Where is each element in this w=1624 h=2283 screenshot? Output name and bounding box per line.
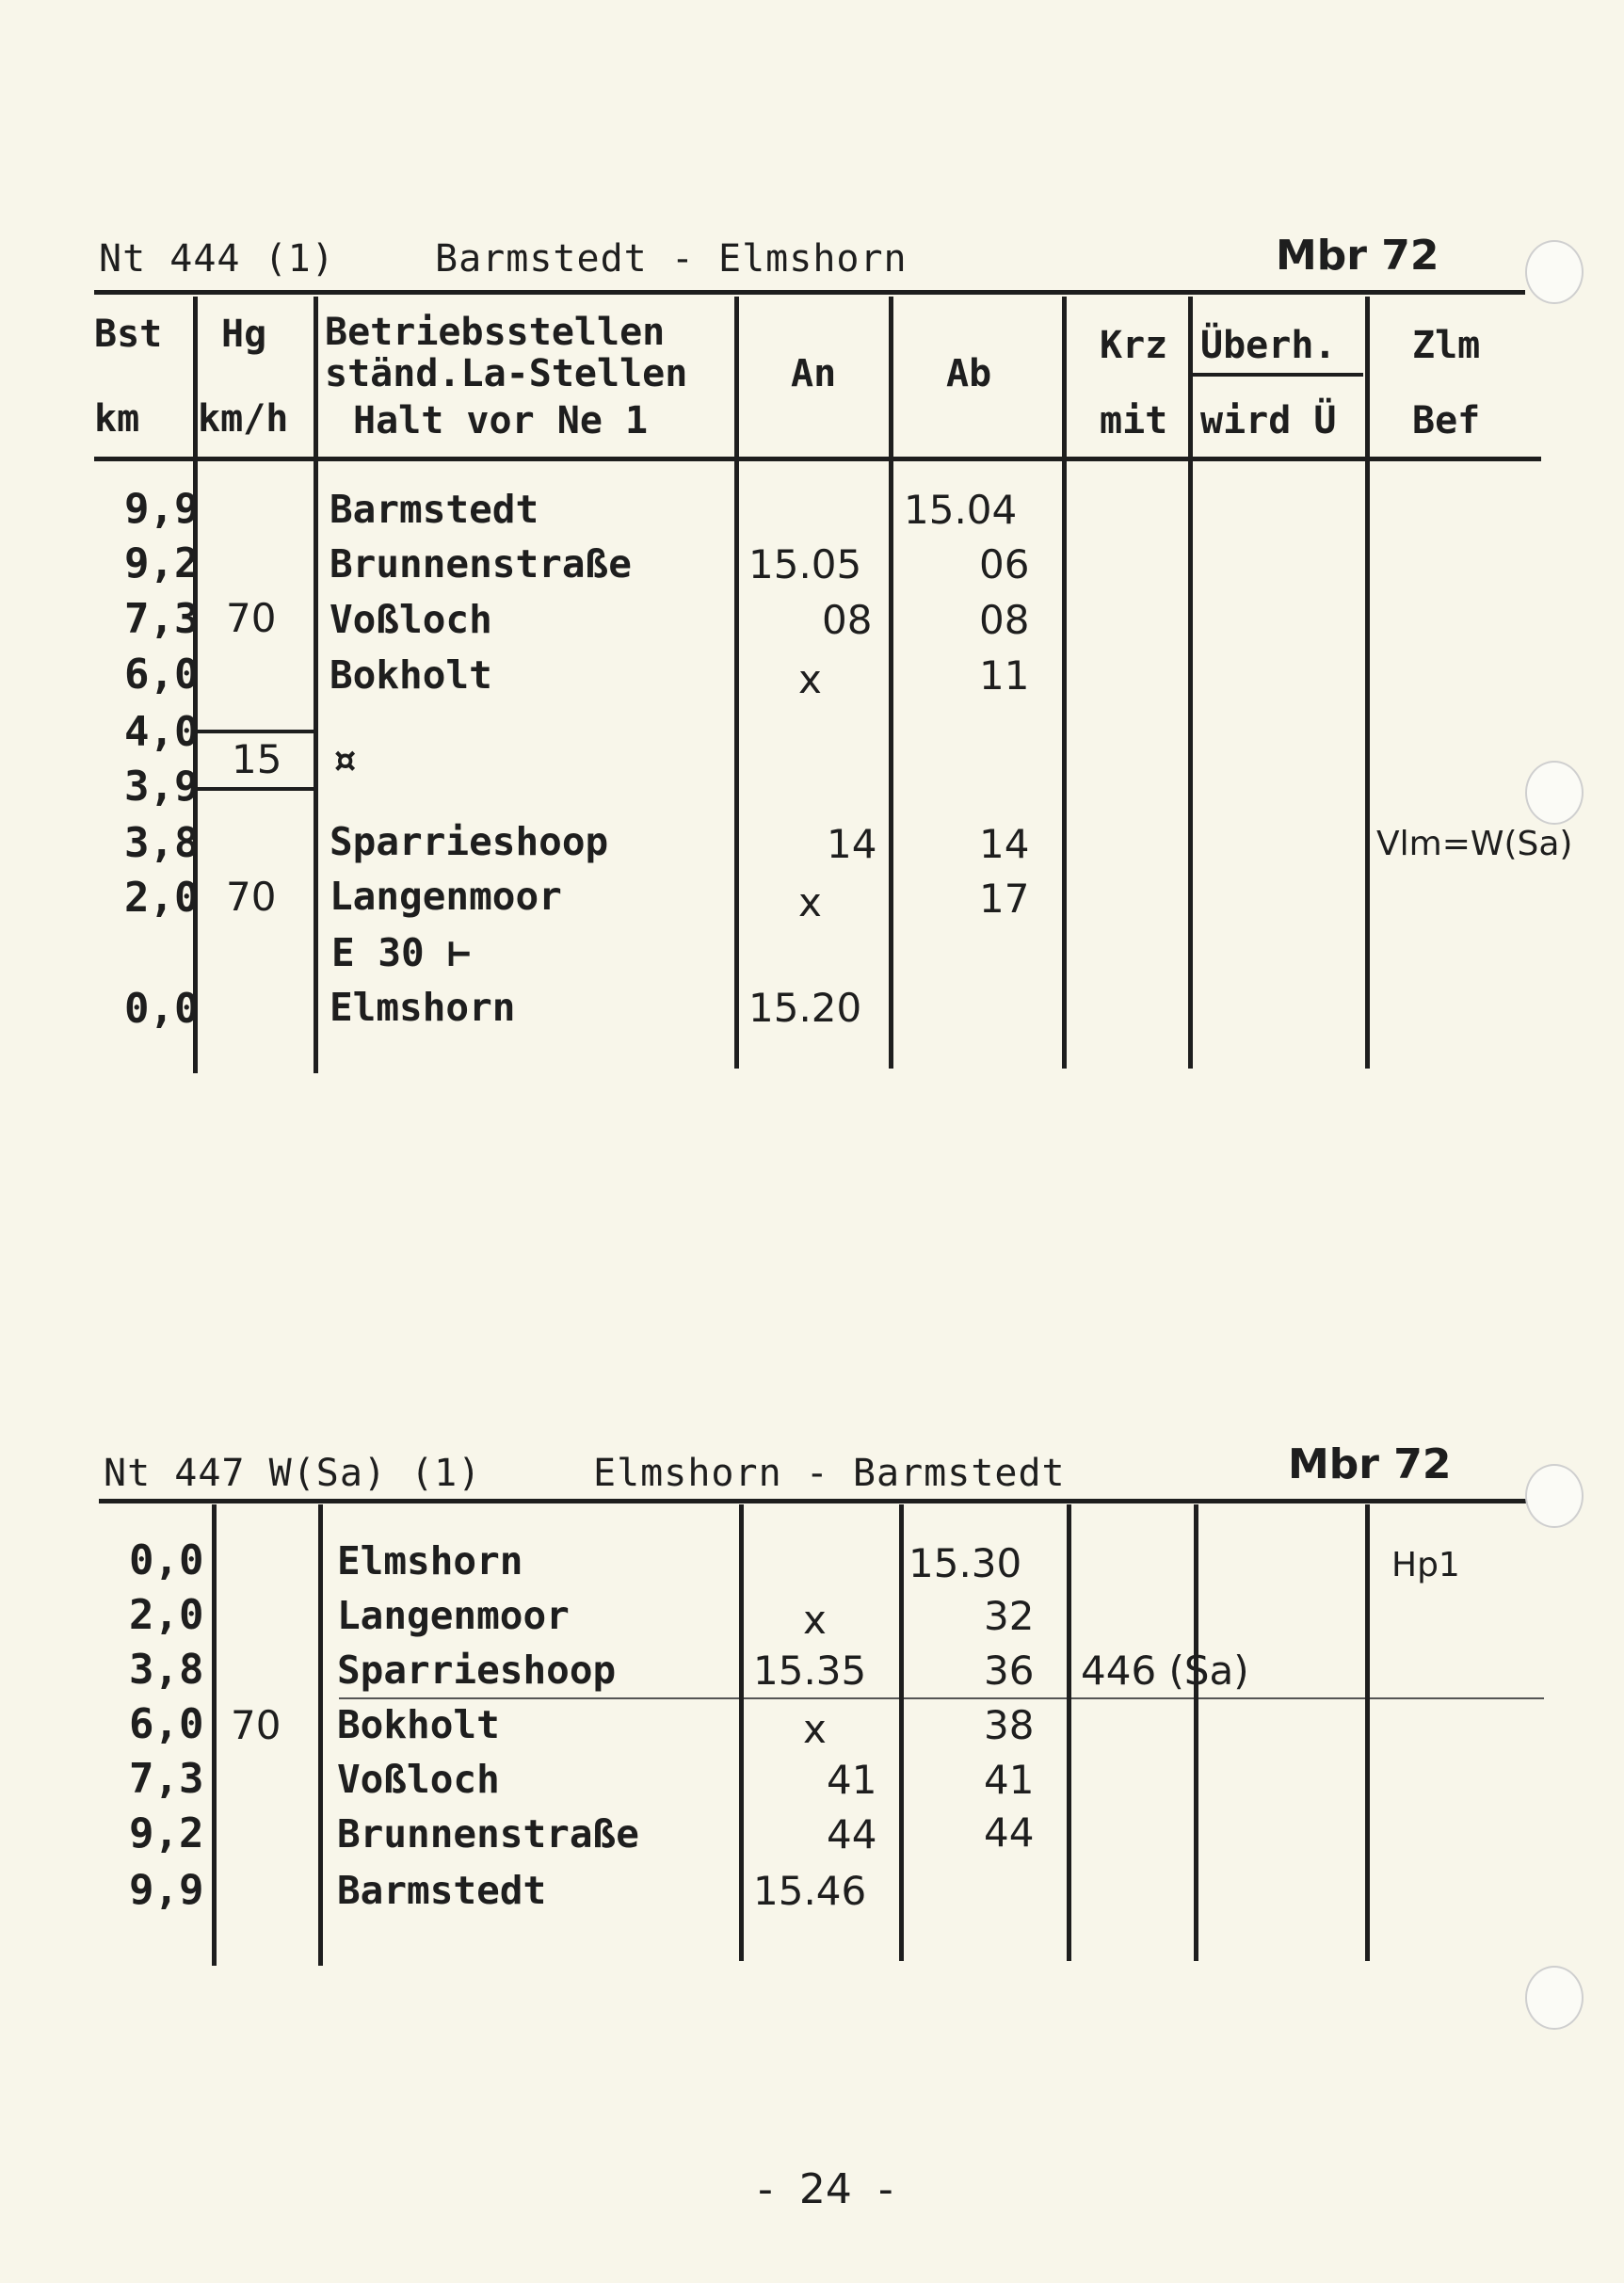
col-div-ueb [1365, 297, 1370, 1069]
station-name: Barmstedt [337, 1868, 547, 1913]
station-name: Elmshorn [330, 985, 516, 1030]
station-name: Elmshorn [337, 1538, 523, 1584]
header-stn-1: Betriebsstellen [325, 311, 666, 354]
station-name: Bokholt [330, 652, 492, 698]
km-cell: 9,9 [124, 485, 200, 533]
km-cell: 3,9 [124, 763, 200, 811]
arrival-cell: x [803, 1597, 827, 1643]
arrival-cell: 15.05 [748, 541, 862, 587]
header-hg: Hg [221, 313, 267, 356]
speed-box-top [193, 730, 314, 733]
train-number-2: Nt 447 W(Sa) (1) [104, 1452, 482, 1495]
col-div-hg-2 [318, 1504, 323, 1966]
departure-cell: 08 [979, 597, 1030, 643]
station-name: Bokholt [337, 1702, 500, 1747]
col-div-hg [314, 297, 318, 1073]
departure-cell: 06 [979, 541, 1030, 587]
speed-cell: 70 [226, 595, 277, 641]
header-bef: Bef [1412, 399, 1481, 442]
station-name: Barmstedt [330, 487, 539, 532]
km-cell: 2,0 [129, 1591, 204, 1639]
header-mit: mit [1100, 399, 1168, 442]
km-cell: 7,3 [124, 595, 200, 643]
station-name: Langenmoor [337, 1593, 570, 1638]
arrival-cell: x [798, 656, 822, 702]
col-div-km-2 [212, 1504, 217, 1966]
arrival-cell: 08 [822, 597, 873, 643]
arrival-cell: 14 [827, 821, 877, 867]
header-stn-2: ständ.La-Stellen [325, 352, 688, 395]
rule-ueberh [1188, 373, 1363, 377]
arrival-cell: 15.35 [753, 1648, 867, 1694]
header-km: km [94, 397, 140, 441]
station-name: E 30 ⊢ [331, 930, 472, 975]
col-div-stn-2 [739, 1504, 744, 1961]
arrival-cell: 41 [827, 1757, 877, 1803]
departure-cell: 36 [984, 1648, 1035, 1694]
header-kmh: km/h [198, 397, 289, 441]
station-name: Voßloch [330, 597, 492, 642]
page-number: - 24 - [758, 2165, 893, 2213]
col-div-an [889, 297, 893, 1069]
speed-cell: 70 [231, 1702, 281, 1748]
departure-cell: 14 [979, 821, 1030, 867]
header-zlm: Zlm [1412, 324, 1481, 367]
speed-cell: 70 [226, 874, 277, 920]
km-cell: 6,0 [124, 651, 200, 699]
station-name: Sparrieshoop [330, 819, 609, 864]
km-cell: 2,0 [124, 874, 200, 922]
km-cell: 0,0 [129, 1536, 204, 1584]
mbr-label-1: Mbr 72 [1276, 232, 1439, 280]
departure-cell: 11 [979, 652, 1030, 699]
station-name: Langenmoor [330, 874, 562, 919]
train-number-1: Nt 444 (1) [99, 237, 335, 281]
km-cell: 3,8 [129, 1646, 204, 1694]
km-cell: 6,0 [129, 1700, 204, 1748]
rule-crossing [339, 1697, 1544, 1699]
rule-top [94, 290, 1525, 295]
col-div-krz [1188, 297, 1193, 1069]
departure-cell: 17 [979, 876, 1030, 922]
arrival-cell: x [803, 1706, 827, 1752]
signal-symbol-icon: ¤ [331, 734, 358, 785]
arrival-cell: x [798, 879, 822, 925]
km-cell: 0,0 [124, 985, 200, 1033]
departure-cell: 38 [984, 1702, 1035, 1748]
station-name: Voßloch [337, 1757, 500, 1802]
header-bst: Bst [94, 313, 163, 356]
rule-header [94, 457, 1541, 461]
km-cell: 9,9 [129, 1866, 204, 1914]
mbr-label-2: Mbr 72 [1288, 1440, 1452, 1488]
departure-cell: 44 [984, 1809, 1035, 1856]
station-name: Brunnenstraße [330, 541, 632, 587]
departure-cell: 15.30 [908, 1540, 1022, 1586]
col-div-stn [734, 297, 739, 1069]
header-krz: Krz [1100, 324, 1168, 367]
arrival-cell: 44 [827, 1811, 877, 1857]
col-div-ab-2 [1067, 1504, 1071, 1961]
speed-box-bottom [193, 787, 314, 791]
route-2: Elmshorn - Barmstedt [593, 1452, 1066, 1495]
header-ab: Ab [946, 352, 992, 395]
km-cell: 9,2 [129, 1809, 204, 1857]
header-wird: wird Ü [1200, 399, 1337, 442]
col-div-ueb-2 [1365, 1504, 1370, 1961]
km-cell: 9,2 [124, 539, 200, 587]
arrival-cell: 15.20 [748, 985, 862, 1031]
punch-hole [1525, 761, 1584, 825]
rule-top-2 [99, 1499, 1530, 1503]
speed-box-value: 15 [232, 736, 282, 782]
header-stn-3: Halt vor Ne 1 [353, 399, 649, 442]
km-cell: 7,3 [129, 1755, 204, 1803]
col-div-krz-2 [1194, 1504, 1198, 1961]
zlm-note: Hp1 [1391, 1546, 1460, 1584]
header-an: An [791, 352, 837, 395]
departure-cell: 15.04 [904, 487, 1018, 533]
km-cell: 4,0 [124, 708, 200, 756]
station-name: Sparrieshoop [337, 1648, 617, 1693]
punch-hole [1525, 240, 1584, 304]
punch-hole [1525, 1464, 1584, 1528]
zlm-note: Vlm=W(Sa) [1376, 825, 1573, 863]
col-div-an-2 [899, 1504, 904, 1961]
route-1: Barmstedt - Elmshorn [435, 237, 908, 281]
header-ueberh: Überh. [1200, 324, 1337, 367]
arrival-cell: 15.46 [753, 1868, 867, 1914]
departure-cell: 41 [984, 1757, 1035, 1803]
crossing-cell: 446 (Sa) [1081, 1648, 1249, 1694]
departure-cell: 32 [984, 1593, 1035, 1639]
col-div-ab [1062, 297, 1067, 1069]
km-cell: 3,8 [124, 819, 200, 867]
station-name: Brunnenstraße [337, 1811, 639, 1857]
punch-hole [1525, 1966, 1584, 2030]
